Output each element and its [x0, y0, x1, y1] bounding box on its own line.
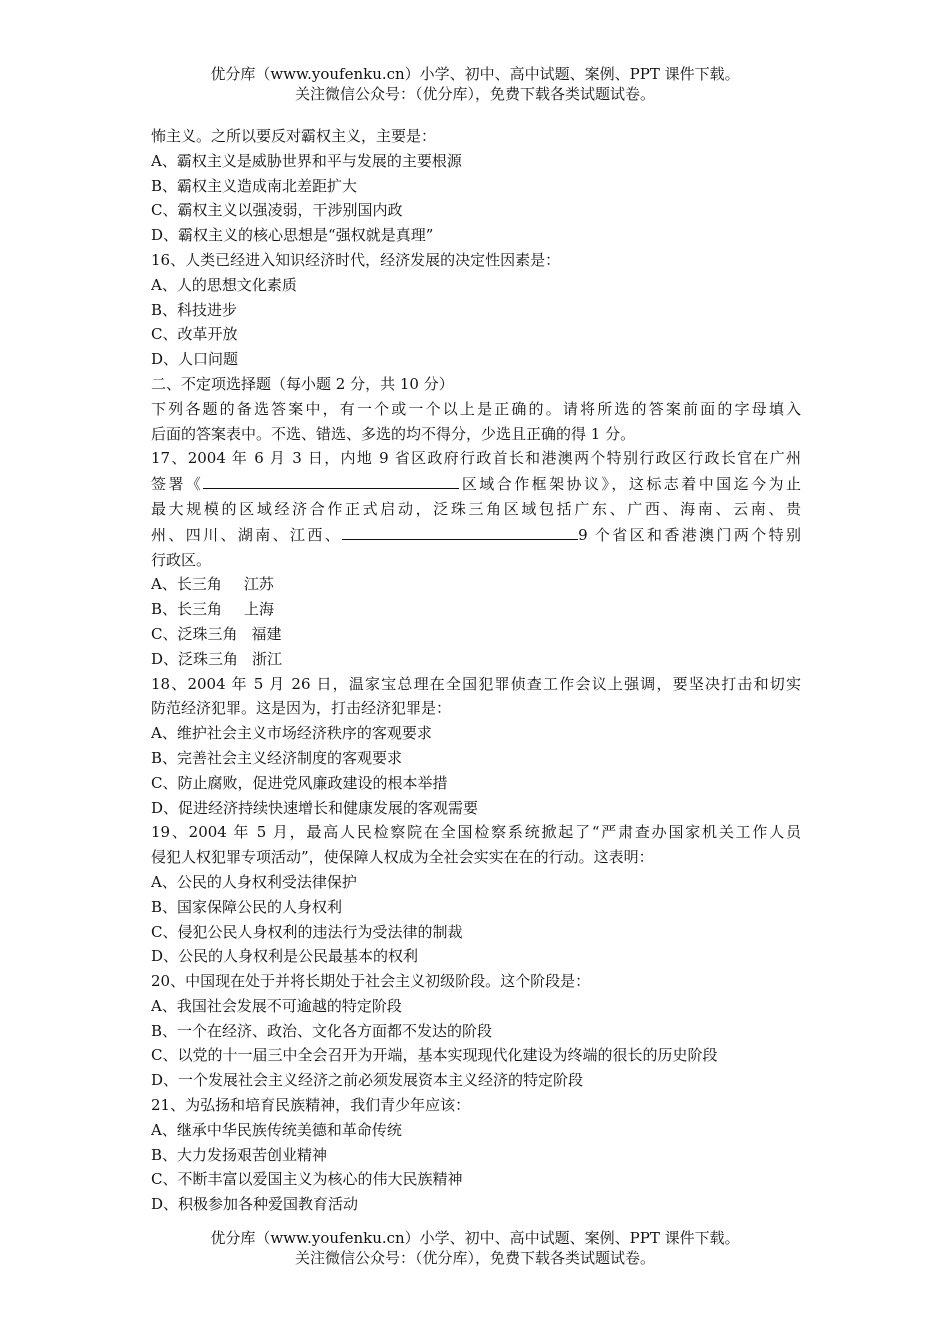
- q19-option-d: D、公民的人身权利是公民最基本的权利: [151, 947, 419, 966]
- q16-stem: 16、人类已经进入知识经济时代，经济发展的决定性因素是：: [151, 250, 561, 269]
- q15-option-d: D、霸权主义的核心思想是“强权就是真理”: [151, 226, 434, 245]
- q16-option-a: A、人的思想文化素质: [151, 275, 297, 294]
- q17-stem-2-pre: 签署《: [151, 475, 204, 494]
- header-line-2: 关注微信公众号：（优分库），免费下载各类试题试卷。: [294, 85, 655, 103]
- q19-option-a: A、公民的人身权利受法律保护: [151, 872, 357, 891]
- q16-option-b: B、科技进步: [151, 300, 238, 319]
- q17-answer-blank-2: [342, 522, 578, 540]
- q18-option-d: D、促进经济持续快速增长和健康发展的客观需要: [151, 798, 479, 817]
- section2-instruction-2: 后面的答案表中。不选、错选、多选的均不得分，少选且正确的得 1 分。: [151, 424, 636, 443]
- q21-option-b: B、大力发扬艰苦创业精神: [151, 1145, 328, 1164]
- q17-answer-blank-1: [203, 471, 459, 489]
- q15-option-c: C、霸权主义以强凌弱，干涉别国内政: [151, 201, 403, 220]
- q17-option-d: [151, 647, 801, 672]
- q17-stem-5: 行政区。: [151, 550, 212, 569]
- q15-stem-tail: 怖主义。之所以要反对霸权主义，主要是：: [151, 127, 437, 145]
- page-header: [0, 64, 950, 104]
- q17-option-d-province: 浙江: [252, 649, 283, 668]
- q21-stem: 21、为弘扬和培育民族精神，我们青少年应该：: [151, 1096, 471, 1115]
- q17-option-b-province: 上海: [244, 600, 275, 619]
- q20-option-b: B、一个在经济、政治、文化各方面都不发达的阶段: [151, 1021, 493, 1040]
- q17-stem-4-post: 9 个省区和香港澳门两个特别: [578, 525, 801, 544]
- q17-option-a: [151, 572, 801, 597]
- q20-option-d: D、一个发展社会主义经济之前必须发展资本主义经济的特定阶段: [151, 1071, 584, 1090]
- q17-stem-4-pre: 州、四川、湖南、江西、: [151, 525, 343, 544]
- document-body: [151, 124, 801, 1217]
- q18-option-c: C、防止腐败，促进党风廉政建设的根本举措: [151, 773, 448, 792]
- q17-option-a-province: 江苏: [243, 575, 274, 594]
- section2-instruction-1: 下列各题的备选答案中，有一个或一个以上是正确的。请将所选的答案前面的字母填入: [151, 399, 801, 418]
- q20-stem: 20、中国现在处于并将长期处于社会主义初级阶段。这个阶段是：: [151, 972, 591, 991]
- q21-option-d: D、积极参加各种爱国教育活动: [151, 1195, 359, 1214]
- page-footer: [0, 1228, 950, 1268]
- q17-stem-3: 最大规模的区域经济合作正式启动，泛珠三角区域包括广东、广西、海南、云南、贵: [151, 499, 801, 518]
- q19-option-c: C、侵犯公民人身权利的违法行为受法律的制裁: [151, 922, 463, 941]
- q16-option-d: D、人口问题: [151, 350, 239, 369]
- header-line-1: 优分库（www.youfenku.cn）小学、初中、高中试题、案例、PPT 课件下载。: [210, 65, 740, 83]
- q19-stem-1: 19、2004 年 5 月，最高人民检察院在全国检察系统掀起了“严肃查办国家机关工作人员: [151, 823, 801, 842]
- q15-option-b: B、霸权主义造成南北差距扩大: [151, 176, 358, 195]
- q19-stem-2: 侵犯人权犯罪专项活动”，使保障人权成为全社会实实在在的行动。这表明：: [151, 848, 654, 867]
- q17-stem-4: [151, 522, 801, 548]
- q17-stem-2: [151, 471, 801, 497]
- q15-option-a: A、霸权主义是威胁世界和平与发展的主要根源: [151, 151, 462, 170]
- q16-option-c: C、改革开放: [151, 325, 238, 344]
- q17-option-a-region: A、长三角: [151, 575, 222, 594]
- q17-option-c: [151, 622, 801, 647]
- footer-line-2: 关注微信公众号：（优分库），免费下载各类试题试卷。: [294, 1249, 655, 1267]
- q17-stem-1: 17、2004 年 6 月 3 日，内地 9 省区政府行政首长和港澳两个特别行政区行政长官在广州: [151, 449, 801, 468]
- q17-stem-2-post: 区域合作框架协议》，这标志着中国迄今为止: [459, 475, 801, 494]
- q21-option-a: A、继承中华民族传统美德和革命传统: [151, 1120, 402, 1139]
- q17-option-b: [151, 597, 801, 622]
- q18-stem-2: 防范经济犯罪。这是因为，打击经济犯罪是：: [151, 699, 452, 718]
- q17-option-b-region: B、长三角: [151, 600, 223, 619]
- q20-option-c: C、以党的十一届三中全会召开为开端，基本实现现代化建设为终端的很长的历史阶段: [151, 1046, 718, 1065]
- q18-stem-1: 18、2004 年 5 月 26 日，温家宝总理在全国犯罪侦查工作会议上强调，要坚决打击和切实: [151, 674, 801, 693]
- section2-title: 二、不定项选择题（每小题 2 分，共 10 分）: [151, 374, 454, 393]
- q17-option-d-region: D、泛珠三角: [151, 649, 239, 668]
- q19-option-b: B、国家保障公民的人身权利: [151, 897, 343, 916]
- q17-option-c-province: 福建: [251, 624, 282, 643]
- q17-option-c-region: C、泛珠三角: [151, 624, 238, 643]
- footer-line-1: 优分库（www.youfenku.cn）小学、初中、高中试题、案例、PPT 课件下载。: [210, 1229, 740, 1247]
- q18-option-a: A、维护社会主义市场经济秩序的客观要求: [151, 724, 432, 743]
- q18-option-b: B、完善社会主义经济制度的客观要求: [151, 748, 403, 767]
- q20-option-a: A、我国社会发展不可逾越的特定阶段: [151, 996, 402, 1015]
- q21-option-c: C、不断丰富以爱国主义为核心的伟大民族精神: [151, 1170, 463, 1189]
